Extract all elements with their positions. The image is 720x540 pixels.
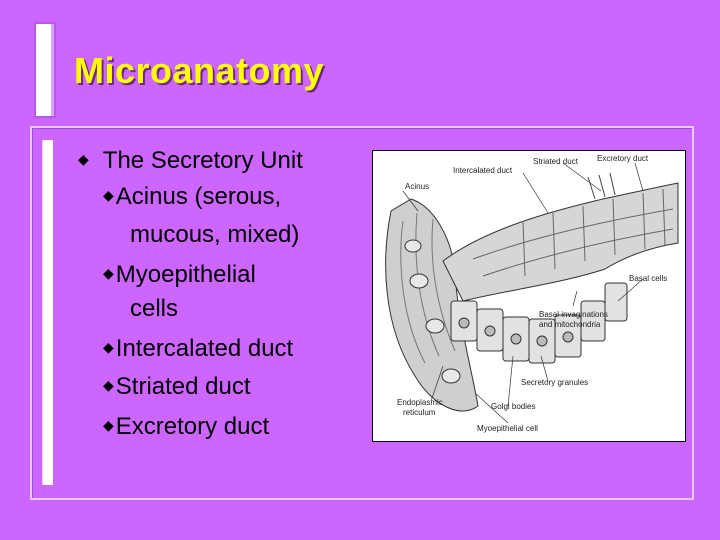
bullet-diamond-icon: ◆ — [103, 187, 114, 204]
label-and-mitochondria: and mitochondria — [539, 320, 601, 329]
label-excretory-duct: Excretory duct — [597, 154, 649, 163]
label-acinus: Acinus — [405, 182, 430, 191]
bullet-diamond-icon: ◆ — [103, 265, 114, 282]
bullet-diamond-icon: ◆ — [103, 377, 114, 394]
secretory-unit-drawing — [373, 151, 685, 441]
label-secretory-granules: Secretory granules — [521, 378, 589, 387]
label-golgi-bodies: Golgi bodies — [491, 402, 536, 411]
label-striated-duct: Striated duct — [533, 157, 578, 166]
title-accent-bar — [34, 22, 56, 118]
label-endoplasmic: Endoplasmic — [397, 398, 443, 407]
label-basal-invaginations: Basal invaginations — [539, 310, 608, 319]
bullet-item — [103, 337, 293, 361]
label-myoepithelial-cell: Myoepithelial cell — [477, 424, 538, 433]
label-intercalated-duct: Intercalated duct — [453, 166, 513, 175]
bullet-text: Acinus (serous, — [115, 183, 282, 210]
label-reticulum: reticulum — [403, 408, 436, 417]
bullet-diamond-icon: ◆ — [103, 339, 114, 356]
bullet-continuation: cells — [130, 295, 179, 322]
bullet-item — [103, 185, 281, 209]
bullet-text: The Secretory Unit — [102, 147, 303, 174]
label-basal-cells: Basal cells — [629, 274, 668, 283]
secretory-unit-illustration — [372, 150, 686, 442]
slide-title: Microanatomy — [74, 50, 325, 91]
bullet-text: Striated duct — [115, 373, 251, 400]
bullet-text: Intercalated duct — [115, 335, 294, 362]
bullet-item — [103, 263, 256, 287]
bullet-text: Excretory duct — [115, 413, 270, 440]
bullet-item — [103, 415, 269, 439]
bullet-item — [103, 375, 251, 399]
bullet-diamond-icon: ◆ — [78, 151, 89, 168]
bullet-diamond-icon: ◆ — [103, 417, 114, 434]
content-accent-bar — [42, 140, 53, 485]
bullet-continuation: mucous, mixed) — [130, 221, 300, 248]
bullet-item — [78, 149, 303, 173]
bullet-text: Myoepithelial — [115, 261, 256, 288]
